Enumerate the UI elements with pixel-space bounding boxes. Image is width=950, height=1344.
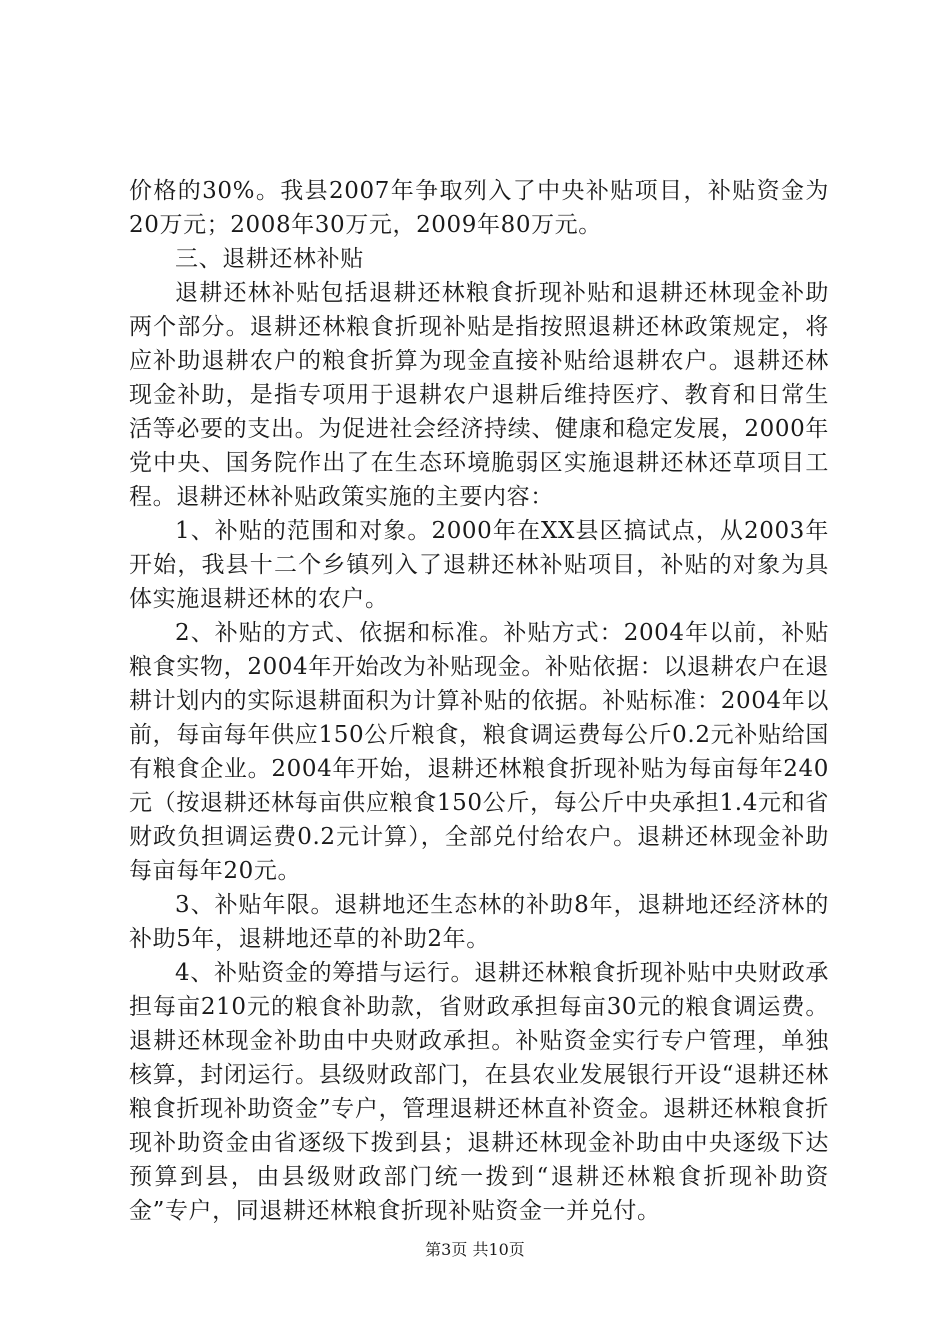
paragraph-item-3: 3、补贴年限。退耕地还生态林的补助8年，退耕地还经济林的补助5年，退耕地还草的补助2年。 — [129, 892, 829, 952]
paragraph-item-4: 4、补贴资金的筹措与运行。退耕还林粮食折现补贴中央财政承担每亩210元的粮食补助款，省财政承担每亩30元的粮食调运费。退耕还林现金补助由中央财政承担。补贴资金实行专户管理，单独核算，封闭运行。县级财政部门，在县农业发展银行开设“退耕还林粮食折现补助资金”专户，管理退耕还林直补资金。退耕还林粮食折现补助资金由省逐级下拨到县；退耕还林现金补助由中央逐级下达预算到县，由县级财政部门统一拨到“退耕还林粮食折现补助资金”专户，同退耕还林粮食折现补贴资金一并兑付。 — [129, 960, 829, 1224]
paragraph-item-1: 1、补贴的范围和对象。2000年在XX县区搞试点，从2003年开始，我县十二个乡镇列入了退耕还林补贴项目，补贴的对象为具体实施退耕还林的农户。 — [129, 518, 829, 612]
paragraph-item-2: 2、补贴的方式、依据和标准。补贴方式：2004年以前，补贴粮食实物，2004年开始改为补贴现金。补贴依据：以退耕农户在退耕计划内的实际退耕面积为计算补贴的依据。补贴标准：2004年以前，每亩每年供应150公斤粮食，粮食调运费每公斤0.2元补贴给国有粮食企业。2004年开始，退耕还林粮食折现补贴为每亩每年240元（按退耕还林每亩供应粮食150公斤，每公斤中央承担1.4元和省财政负担调运费0.2元计算），全部兑付给农户。退耕还林现金补助每亩每年20元。 — [129, 620, 829, 884]
paragraph-continuation: 价格的30%。我县2007年争取列入了中央补贴项目，补贴资金为20万元；2008年30万元，2009年80万元。 — [129, 178, 829, 238]
document-body — [129, 174, 829, 1228]
paragraph-intro: 退耕还林补贴包括退耕还林粮食折现补贴和退耕还林现金补助两个部分。退耕还林粮食折现补贴是指按照退耕还林政策规定，将应补助退耕农户的粮食折算为现金直接补贴给退耕农户。退耕还林现金补助，是指专项用于退耕农户退耕后维持医疗、教育和日常生活等必要的支出。为促进社会经济持续、健康和稳定发展，2000年党中央、国务院作出了在生态环境脆弱区实施退耕还林还草项目工程。退耕还林补贴政策实施的主要内容： — [129, 280, 829, 510]
section-heading: 三、退耕还林补贴 — [175, 246, 364, 272]
page-number-footer: 第3页 共10页 — [425, 1240, 525, 1259]
